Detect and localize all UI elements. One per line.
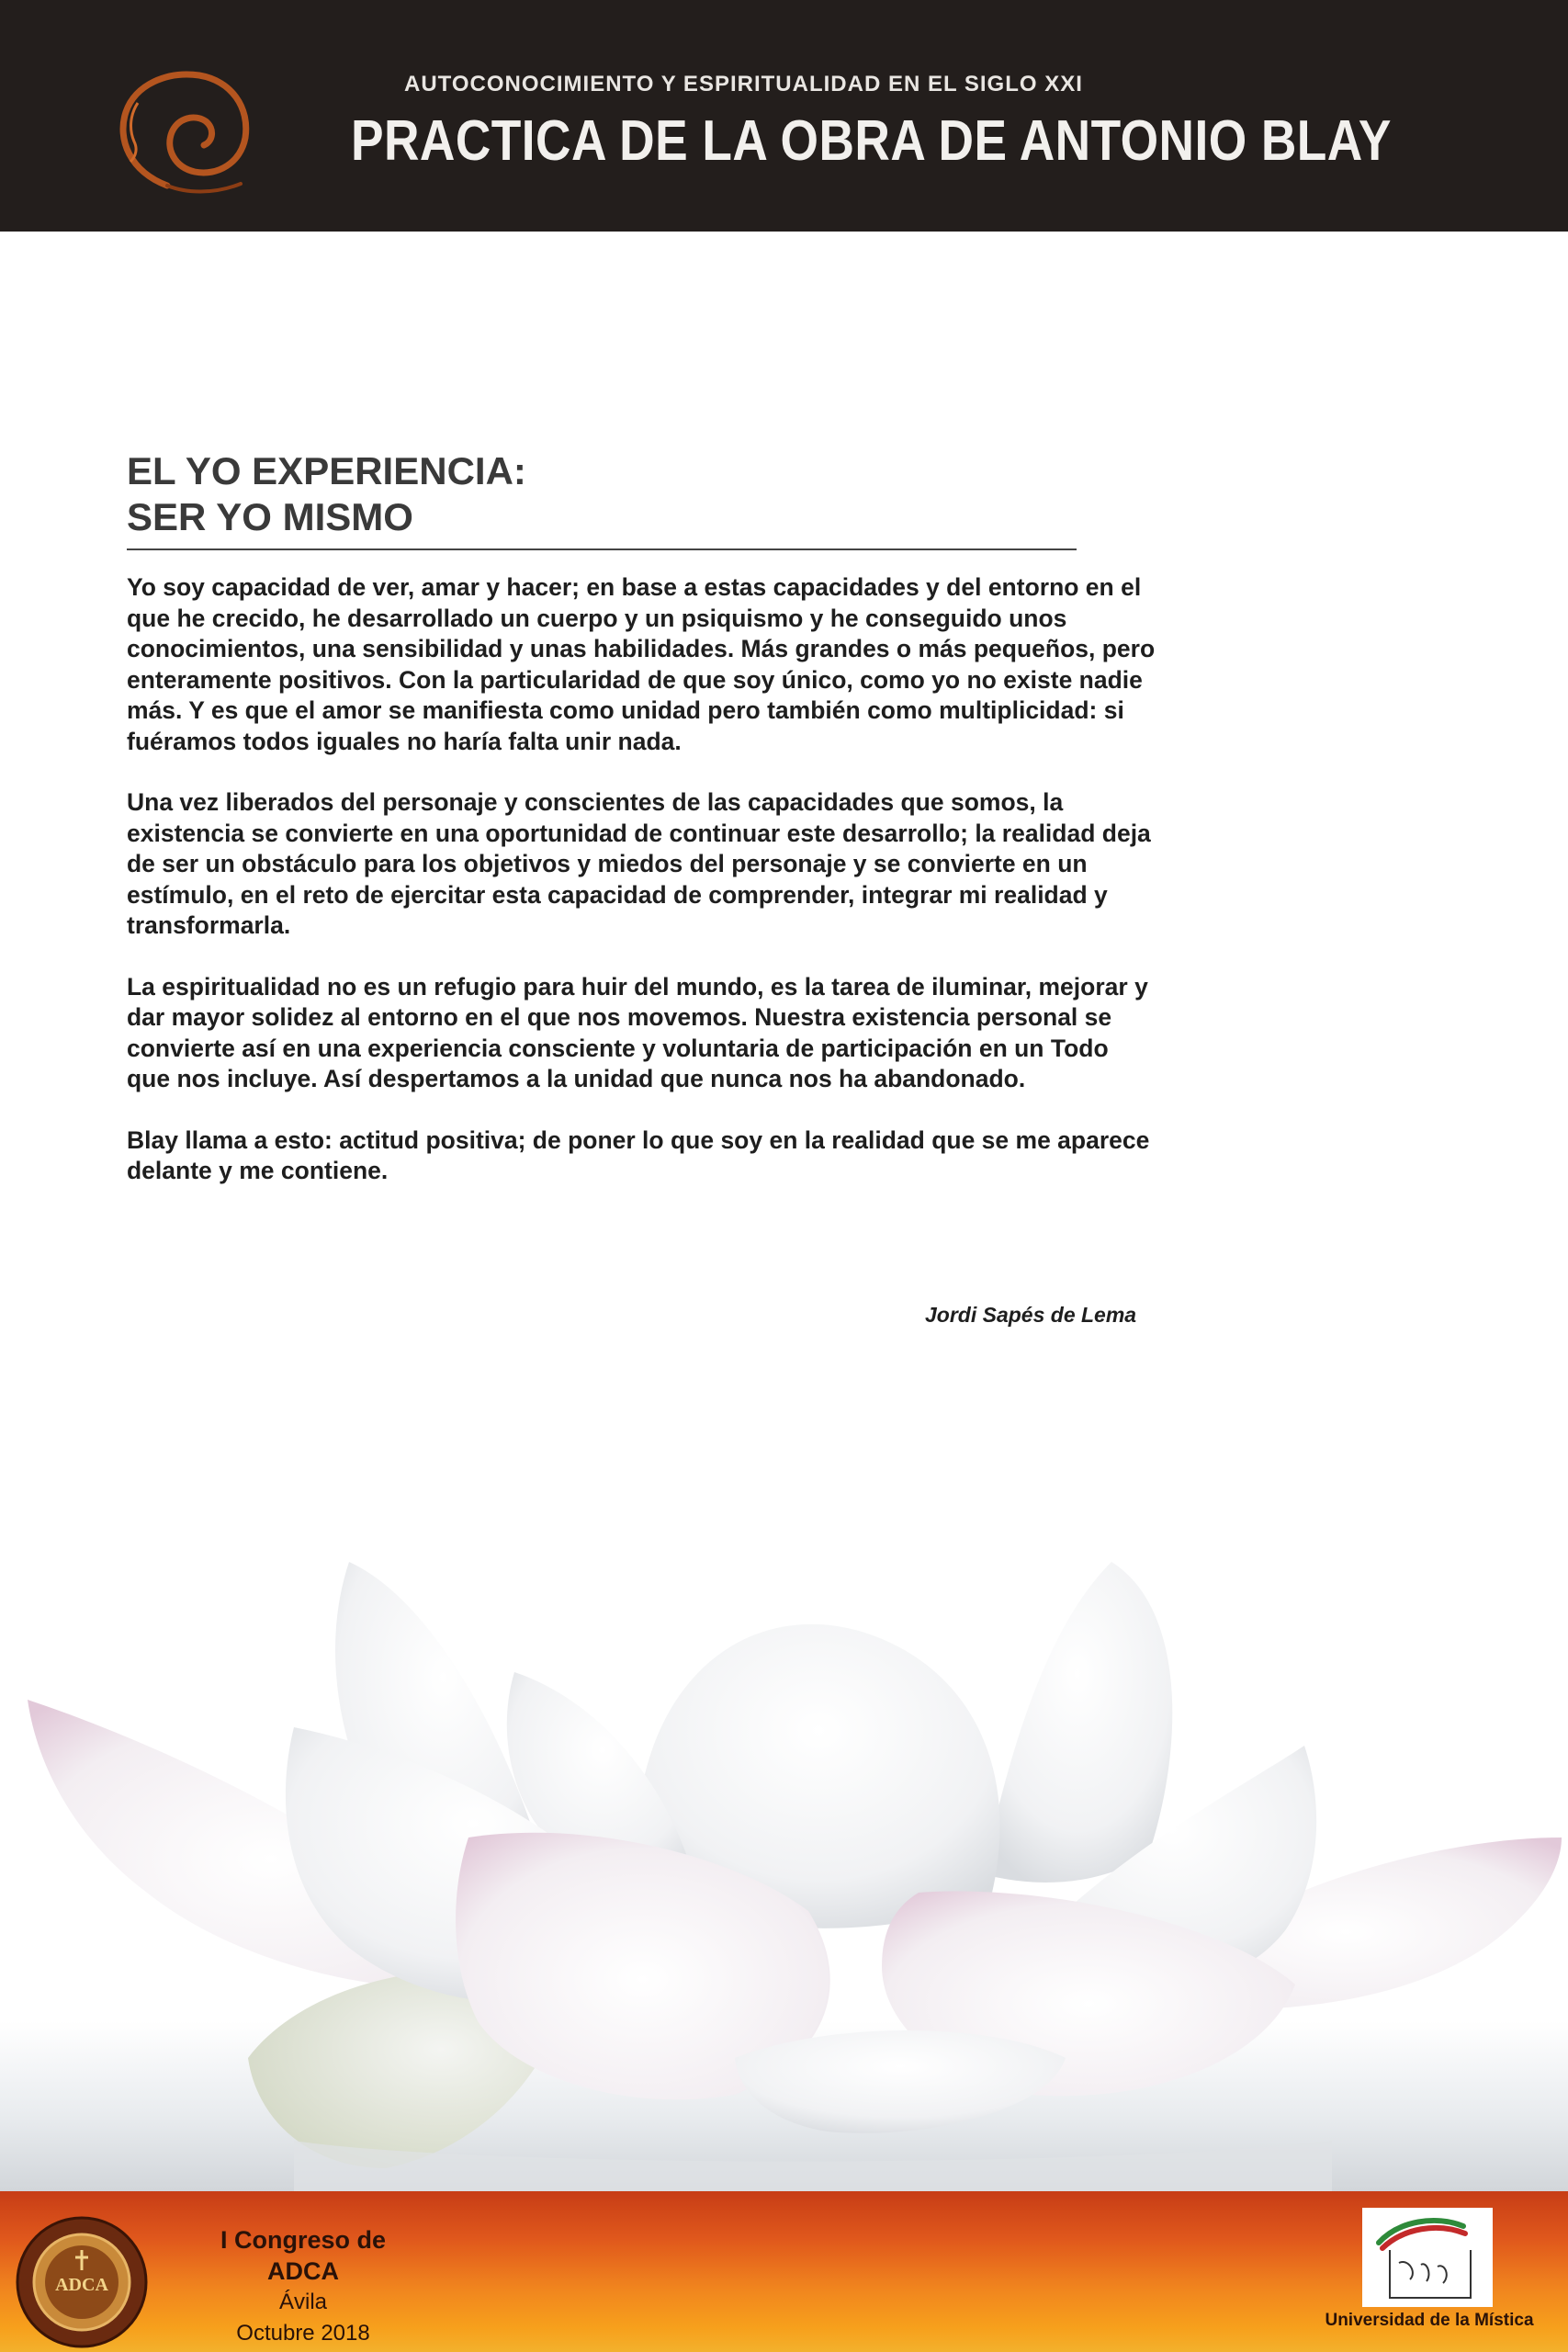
header-title: PRACTICA DE LA OBRA DE ANTONIO BLAY	[351, 109, 1392, 173]
title-divider	[127, 548, 1077, 550]
article-title-line2: SER YO MISMO	[127, 495, 413, 538]
page-header	[0, 0, 1568, 232]
article-paragraph: Yo soy capacidad de ver, amar y hacer; en base a estas capacidades y del entorno en el que he crecido, he desarrollado un cuerpo y un psiquismo y he conseguido unos conocimientos, una sensibilidad y unas habilidades. Más grandes o más pequeños, pero enteramente positivos. Con la particularidad de que soy único, como yo no existe nadie más. Y es que el amor se manifiesta como unidad pero también como multiplicidad: si fuéramos todos iguales no haría falta unir nada.	[127, 573, 1156, 755]
spiral-face-logo-icon	[103, 57, 259, 204]
article-author: Jordi Sapés de Lema	[925, 1303, 1137, 1327]
article-title	[127, 448, 1156, 540]
congress-date: Octubre 2018	[236, 2321, 370, 2346]
congress-place: Ávila	[278, 2290, 328, 2314]
lotus-flower-image	[0, 1507, 1568, 2191]
article-paragraph: Una vez liberados del personaje y conscientes de las capacidades que somos, la existencia se convierte en una oportunidad de continuar este desarrollo; la realidad deja de ser un obstáculo para los objetivos y miedos del personaje y se convierte en un estímulo, en el reto de ejercitar esta capacidad de comprender, integrar mi realidad y transformarla.	[127, 788, 1151, 939]
page-footer	[0, 2191, 1568, 2352]
seal-text: ADCA	[55, 2275, 108, 2295]
article	[127, 448, 1156, 1217]
article-paragraph: Blay llama a esto: actitud positiva; de poner lo que soy en la realidad que se me aparece delante y me contiene.	[127, 1125, 1150, 1184]
congress-info	[184, 2224, 423, 2349]
article-paragraph: La espiritualidad no es un refugio para huir del mundo, es la tarea de iluminar, mejorar y dar mayor solidez al entorno en el que nos movemos. Nuestra existencia personal se convierte así en una experiencia consciente y voluntaria de participación en un Todo que nos incluye. Así despertamos a la unidad que nunca nos ha abandonado.	[127, 972, 1148, 1092]
header-subtitle: AUTOCONOCIMIENTO Y ESPIRITUALIDAD EN EL SIGLO XXI	[404, 72, 1083, 96]
congress-title: I Congreso de ADCA	[220, 2226, 387, 2285]
article-title-line1: EL YO EXPERIENCIA:	[127, 449, 526, 492]
universidad-mistica-logo-icon	[1362, 2208, 1493, 2307]
adca-seal-logo-icon	[13, 2213, 151, 2351]
university-label: Universidad de la Mística	[1325, 2311, 1534, 2330]
